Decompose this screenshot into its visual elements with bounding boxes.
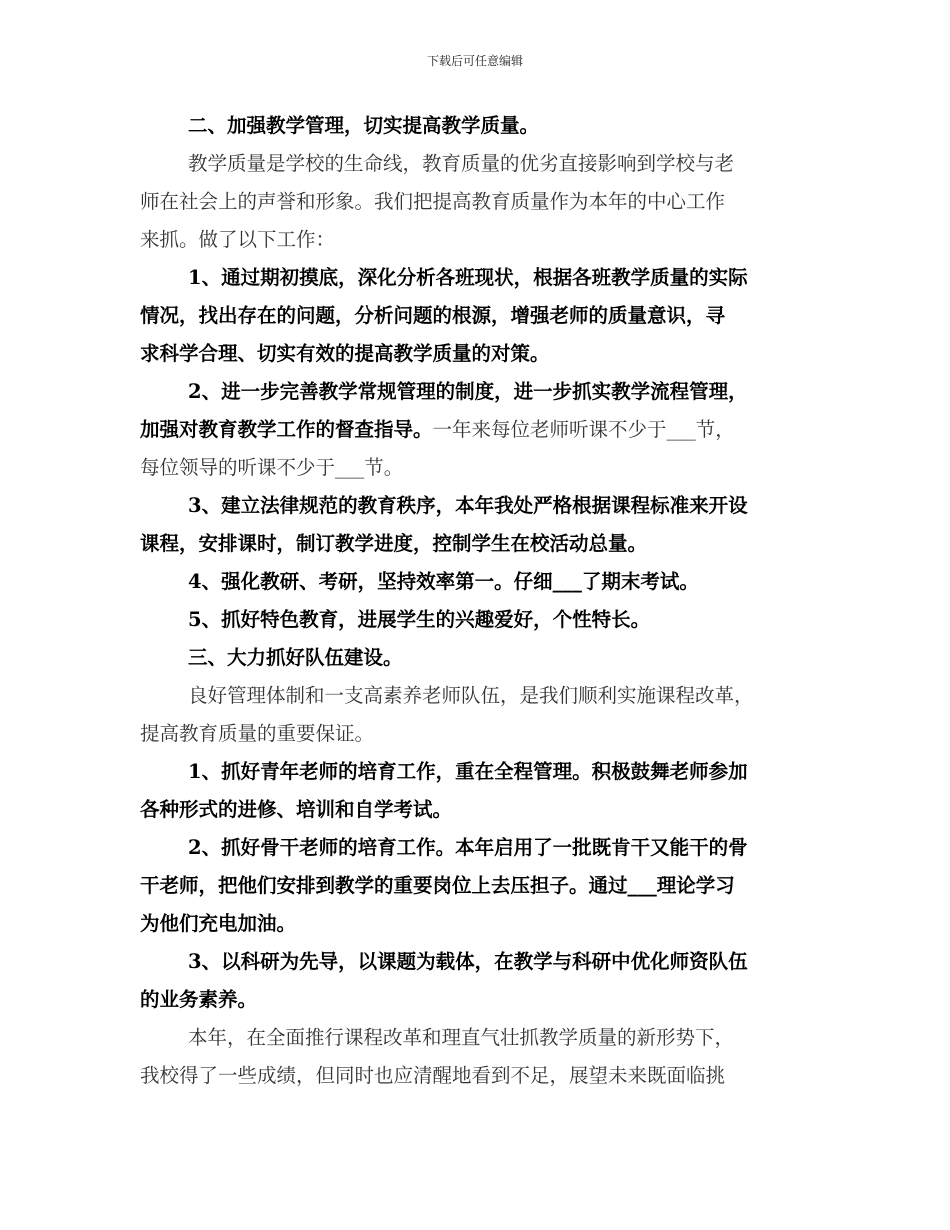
paragraph-line: 师在社会上的声誉和形象。我们把提高教育质量作为本年的中心工作 (140, 190, 726, 213)
normal-segment: 一年来每位老师听课不少于___节， (432, 418, 735, 441)
list-item-line: 5、抓好特色教育，进展学生的兴趣爱好，个性特长。 (188, 608, 651, 631)
section-heading-3: 三、大力抓好队伍建设。 (188, 646, 403, 669)
paragraph-line: 提高教育质量的重要保证。 (140, 722, 375, 745)
document-body (140, 107, 820, 1095)
page-header: 下载后可任意编辑 (426, 54, 523, 68)
list-item-line: 的业务素养。 (140, 988, 258, 1011)
list-item-line: 1、抓好青年老师的培育工作，重在全程管理。积极鼓舞老师参加 (188, 760, 748, 783)
paragraph-line: 教学质量是学校的生命线，教育质量的优劣直接影响到学校与老 (188, 152, 735, 175)
list-item-line: 1、通过期初摸底，深化分析各班现状，根据各班教学质量的实际 (188, 266, 748, 289)
paragraph-line: 来抓。做了以下工作： (140, 228, 336, 251)
list-item-line: 情况，找出存在的问题，分析问题的根源，增强老师的质量意识，寻 (140, 304, 726, 327)
section-heading-2: 二、加强教学管理，切实提高教学质量。 (188, 114, 540, 137)
list-item-line: 各种形式的进修、培训和自学考试。 (140, 798, 453, 821)
bold-segment: 加强对教育教学工作的督查指导。 (140, 418, 433, 441)
paragraph-line: 良好管理体制和一支高素养老师队伍，是我们顺利实施课程改革， (188, 684, 754, 707)
paragraph-line: 本年，在全面推行课程改革和理直气壮抓教学质量的新形势下， (188, 1026, 735, 1049)
list-item-line: 2、抓好骨干老师的培育工作。本年启用了一批既肯干又能干的骨 (188, 836, 748, 859)
list-item-line: 3、以科研为先导，以课题为载体，在教学与科研中优化师资队伍 (188, 950, 748, 973)
mixed-line (140, 411, 820, 449)
list-item-line: 4、强化教研、考研，坚持效率第一。仔细___了期末考试。 (188, 570, 699, 593)
list-item-line: 2、进一步完善教学常规管理的制度，进一步抓实教学流程管理， (188, 380, 748, 403)
list-item-line: 干老师，把他们安排到教学的重要岗位上去压担子。通过___理论学习 (140, 874, 735, 897)
paragraph-line: 每位领导的听课不少于___节。 (140, 456, 404, 479)
list-item-line: 3、建立法律规范的教育秩序，本年我处严格根据课程标准来开设 (188, 494, 748, 517)
list-item-line: 为他们充电加油。 (140, 912, 297, 935)
paragraph-line: 我校得了一些成绩，但同时也应清醒地看到不足，展望未来既面临挑 (140, 1064, 726, 1087)
list-item-line: 求科学合理、切实有效的提高教学质量的对策。 (140, 342, 550, 365)
list-item-line: 课程，安排课时，制订教学进度，控制学生在校活动总量。 (140, 532, 648, 555)
